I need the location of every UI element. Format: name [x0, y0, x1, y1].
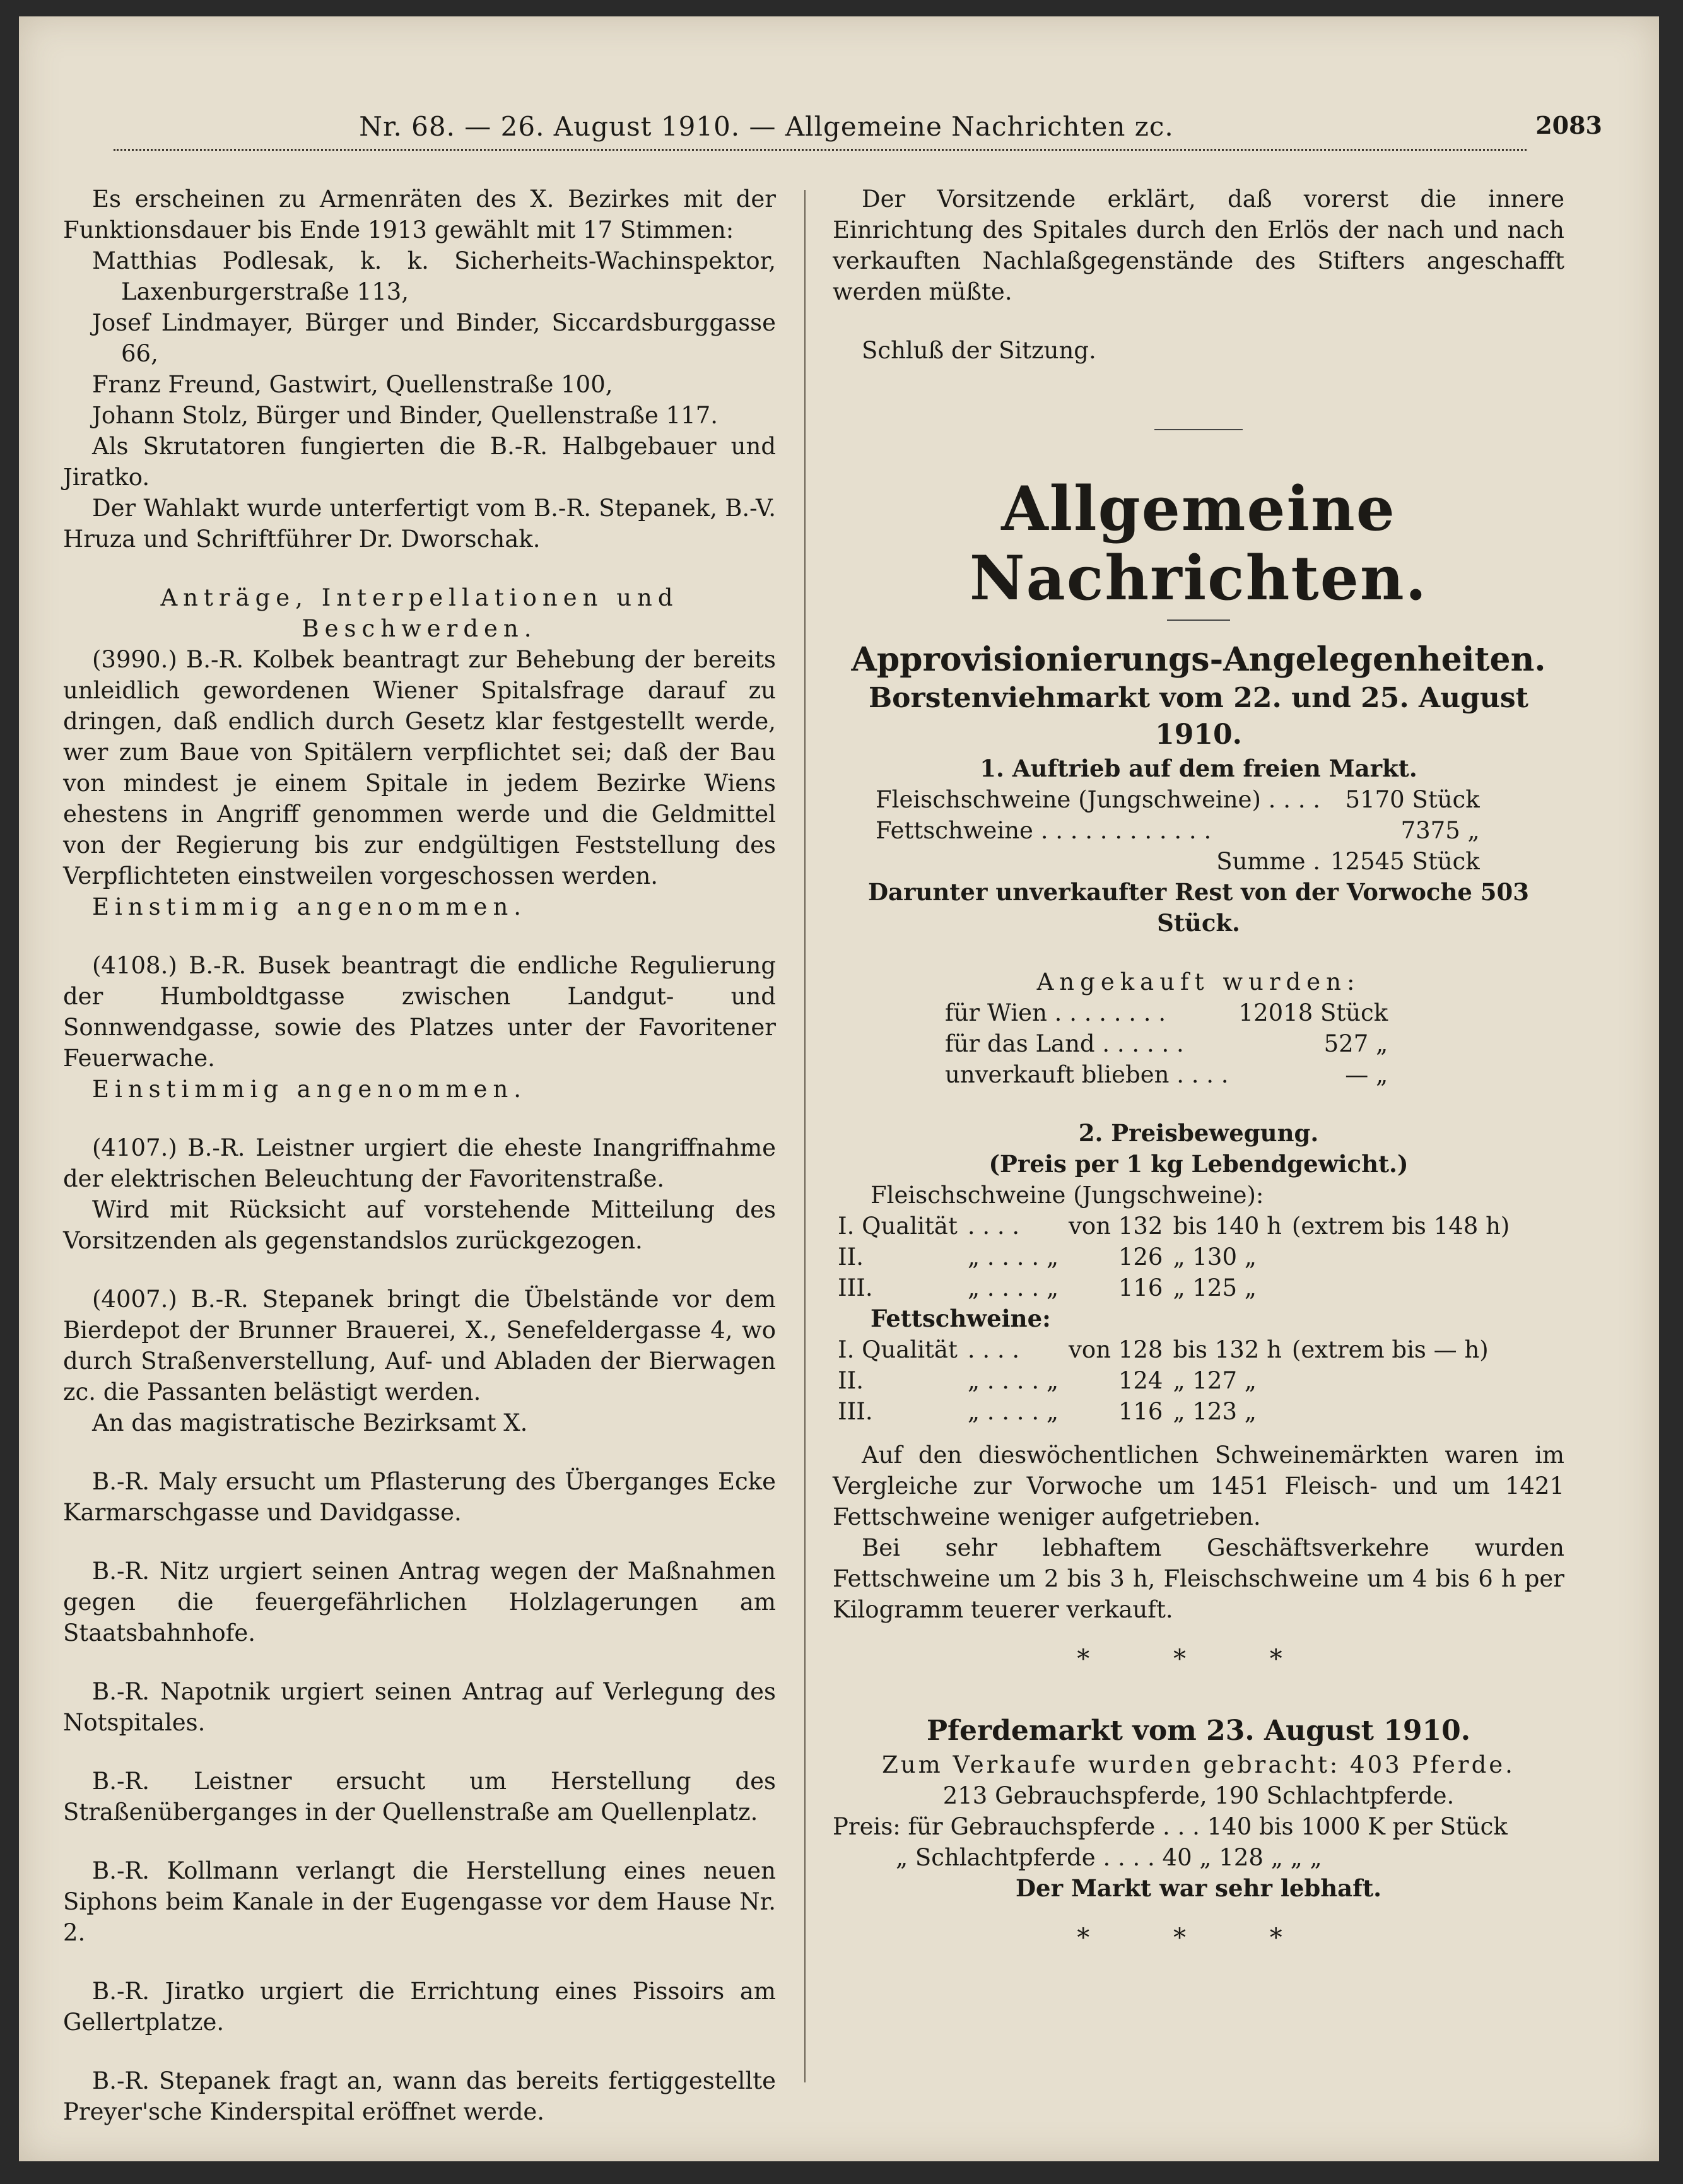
von-cell: 116	[1118, 1398, 1163, 1425]
bis-cell: „ 123 „	[1173, 1398, 1257, 1425]
quality-cell: III.	[838, 1398, 873, 1425]
header-rule	[114, 149, 1527, 151]
bis-cell: „ 125 „	[1173, 1274, 1257, 1301]
dots-cell: „ . . . . „	[967, 1367, 1059, 1394]
paragraph-skrutatoren: Als Skrutatoren fungierten die B.-R. Halbgebauer und Jiratko.	[63, 433, 776, 491]
left-column	[63, 184, 776, 2127]
title-rule	[1167, 619, 1230, 621]
item-text: B.-R. Nitz urgiert seinen Antrag wegen der Maßnahmen gegen die feuergefährlichen Holzlagerungen am Staatsbahnhofe.	[63, 1558, 776, 1647]
extrem-cell	[1287, 1396, 1494, 1427]
fett-label: Fettschweine:	[871, 1305, 1051, 1332]
column-divider	[804, 190, 806, 2082]
quality-cell: I. Qualität	[838, 1336, 958, 1363]
table-row	[833, 1242, 1515, 1272]
main-title: Allgemeine Nachrichten.	[969, 473, 1428, 614]
auftrieb-label: Summe .	[1216, 848, 1321, 875]
auftrieb-label: Fettschweine . . . . . . . . . . . .	[876, 817, 1212, 844]
item-text: B.-R. Jiratko urgiert die Errichtung eines Pissoirs am Gellertplatze.	[63, 1978, 776, 2036]
von-cell: 116	[1118, 1274, 1163, 1301]
dots-cell: . . . .	[967, 1336, 1020, 1363]
angekauft-label: für das Land . . . . . .	[945, 1030, 1184, 1057]
dots-cell: . . . .	[967, 1212, 1020, 1240]
von-cell: 126	[1118, 1243, 1163, 1271]
name-entry: Matthias Podlesak, k. k. Sicherheits-Wachinspektor, Laxenburgerstraße 113,	[92, 247, 776, 305]
angekauft-label: für Wien . . . . . . . .	[945, 999, 1166, 1026]
bis-cell: bis 132 h	[1173, 1336, 1282, 1363]
item-text: (4107.) B.-R. Leistner urgiert die eheste Inangriffnahme der elektrischen Beleuchtung der Favoritenstraße.	[63, 1134, 776, 1192]
item-text: B.-R. Stepanek fragt an, wann das bereits fertiggestellte Preyer'sche Kinderspital eröffnet werde.	[63, 2067, 776, 2125]
separator-stars: * * *	[1077, 1645, 1320, 1674]
quality-cell: III.	[838, 1274, 873, 1301]
auftrieb-label: Fleischschweine (Jungschweine) . . . .	[876, 786, 1321, 813]
angekauft-value: — „	[1345, 1061, 1388, 1088]
item-text: B.-R. Maly ersucht um Pflasterung des Überganges Ecke Karmarschgasse und Davidgasse.	[63, 1468, 776, 1526]
item-text: (3990.) B.-R. Kolbek beantragt zur Behebung der bereits unleidlich gewordenen Wiener Spitalsfrage darauf zu dringen, daß endlich durch Gesetz klar festgestellt werde, wer zum Baue von Spitälern verpflichtet sei; daß der Bau von mindest je einem Spitale in jedem Bezirke Wiens ehestens in Angriff genommen werde und die Geldmittel von der Regierung bis zur endgültigen Feststellung des Verpflichteten einstweilen vorgeschossen werden.	[63, 646, 776, 889]
item-note: An das magistratische Bezirksamt X.	[92, 1409, 528, 1436]
item-note: Einstimmig angenommen.	[92, 1076, 527, 1103]
paragraph-wahlakt: Der Wahlakt wurde unterfertigt vom B.-R. Stepanek, B.-V. Hruza und Schriftführer Dr. Dworschak.	[63, 495, 776, 553]
item-text: B.-R. Leistner ersucht um Herstellung des Straßenüberganges in der Quellenstraße am Quellenplatz.	[63, 1768, 776, 1826]
fett-price-table	[833, 1334, 1494, 1427]
page-number: 2083	[1535, 111, 1602, 139]
antraege-heading: Anträge, Interpellationen und Beschwerden.	[160, 584, 679, 642]
angekauft-title: Angekauft wurden:	[1036, 968, 1361, 995]
angekauft-value: 12018 Stück	[1238, 999, 1388, 1026]
auftrieb-value: 5170 Stück	[1345, 786, 1480, 813]
item-note: Wird mit Rücksicht auf vorstehende Mitteilung des Vorsitzenden als gegenstandslos zurückgezogen.	[63, 1196, 776, 1254]
auftrieb-value: 7375 „	[1400, 817, 1480, 844]
dots-cell: „ . . . . „	[967, 1243, 1059, 1271]
section-rule	[1154, 429, 1243, 430]
name-entry: Franz Freund, Gastwirt, Quellenstraße 100,	[92, 371, 613, 398]
table-row	[833, 1365, 1494, 1396]
fleisch-label: Fleischschweine (Jungschweine):	[871, 1182, 1264, 1209]
bis-cell: „ 127 „	[1173, 1367, 1257, 1394]
extrem-cell: (extrem bis — h)	[1291, 1336, 1489, 1363]
dots-cell: „ . . . . „	[967, 1398, 1059, 1425]
name-entry: Johann Stolz, Bürger und Binder, Quellenstraße 117.	[92, 402, 718, 429]
verkauf-breakdown: 213 Gebrauchspferde, 190 Schlachtpferde.	[942, 1782, 1455, 1809]
angekauft-value: 527 „	[1323, 1030, 1388, 1057]
market1-title: Borstenviehmarkt vom 22. und 25. August 1910.	[868, 682, 1528, 751]
preis-row: Preis: für Gebrauchspferde . . . 140 bis 1000 K per Stück	[833, 1813, 1508, 1840]
name-entry: Josef Lindmayer, Bürger und Binder, Siccardsburggasse 66,	[92, 309, 776, 367]
running-head: Nr. 68. — 26. August 1910. — Allgemeine Nachrichten zc.	[359, 111, 1174, 142]
auftrieb-value: 12545 Stück	[1330, 848, 1480, 875]
bis-cell: „ 130 „	[1173, 1243, 1257, 1271]
dots-cell: „ . . . . „	[967, 1274, 1059, 1301]
table-row	[833, 1272, 1515, 1303]
paragraph-geschaeftsverkehr: Bei sehr lebhaftem Geschäftsverkehre wurden Fettschweine um 2 bis 3 h, Fleischschweine um 4 bis 6 h per Kilogramm teuerer verkauft.	[833, 1534, 1564, 1623]
extrem-cell	[1287, 1242, 1515, 1272]
paragraph-schluss: Schluß der Sitzung.	[862, 337, 1096, 364]
fleisch-price-table	[833, 1211, 1515, 1303]
market2-title: Pferdemarkt vom 23. August 1910.	[926, 1715, 1471, 1747]
verkauf-line: Zum Verkaufe wurden gebracht: 403 Pferde.	[882, 1751, 1515, 1778]
right-column	[833, 184, 1564, 1973]
auftrieb-title: 1. Auftrieb auf dem freien Markt.	[980, 754, 1417, 782]
extrem-cell	[1287, 1272, 1515, 1303]
newspaper-page	[19, 16, 1659, 2161]
preis-row: „ Schlachtpferde . . . . 40 „ 128 „ „ „	[896, 1844, 1322, 1871]
markt-note: Der Markt war sehr lebhaft.	[1015, 1874, 1382, 1902]
paragraph-vorsitzende: Der Vorsitzende erklärt, daß vorerst die innere Einrichtung des Spitales durch den Erlös der nach und nach verkauften Nachlaßgegenstände des Stifters angeschafft werden müßte.	[833, 185, 1564, 305]
item-text: B.-R. Kollmann verlangt die Herstellung eines neuen Siphons beim Kanale in der Eugengasse vor dem Hause Nr. 2.	[63, 1857, 776, 1946]
von-cell: von 132	[1069, 1212, 1163, 1240]
auftrieb-table	[871, 784, 1485, 877]
table-row	[833, 1396, 1494, 1427]
table-row	[833, 1211, 1515, 1242]
quality-cell: II.	[838, 1243, 864, 1271]
bis-cell: bis 140 h	[1173, 1212, 1282, 1240]
extrem-cell: (extrem bis 148 h)	[1291, 1212, 1510, 1240]
quality-cell: I. Qualität	[838, 1212, 958, 1240]
table-row	[940, 1028, 1393, 1059]
preis-title: 2. Preisbewegung.	[1078, 1119, 1319, 1147]
item-text: (4108.) B.-R. Busek beantragt die endliche Regulierung der Humboldtgasse zwischen Landgut- und Sonnwendgasse, sowie des Platzes unter der Favoritener Feuerwache.	[63, 952, 776, 1072]
item-note: Einstimmig angenommen.	[92, 893, 527, 920]
page-header	[95, 111, 1602, 155]
table-row	[940, 997, 1393, 1028]
von-cell: 124	[1118, 1367, 1163, 1394]
von-cell: von 128	[1069, 1336, 1163, 1363]
table-row	[871, 815, 1485, 846]
angekauft-label: unverkauft blieben . . . .	[945, 1061, 1229, 1088]
rest-note: Darunter unverkaufter Rest von der Vorwoche 503 Stück.	[867, 878, 1530, 937]
table-row	[833, 1334, 1494, 1365]
extrem-cell	[1287, 1365, 1494, 1396]
angekauft-table	[940, 997, 1393, 1090]
item-text: B.-R. Napotnik urgiert seinen Antrag auf Verlegung des Notspitales.	[63, 1678, 776, 1736]
preis-subtitle: (Preis per 1 kg Lebendgewicht.)	[988, 1150, 1409, 1178]
paragraph-armenraete: Es erscheinen zu Armenräten des X. Bezirkes mit der Funktionsdauer bis Ende 1913 gewählt mit 17 Stimmen:	[63, 185, 776, 244]
table-row	[871, 784, 1485, 815]
separator-stars: * * *	[1077, 1923, 1320, 1952]
paragraph-auftrieb-vergleich: Auf den dieswöchentlichen Schweinemärkten waren im Vergleiche zur Vorwoche um 1451 Fleisch- und um 1421 Fettschweine weniger aufgetrieben.	[833, 1441, 1564, 1530]
item-text: (4007.) B.-R. Stepanek bringt die Übelstände vor dem Bierdepot der Brunner Brauerei, X., Senefeldergasse 4, wo durch Straßenverstellung, Auf- und Abladen der Bierwagen zc. die Passanten belästigt werden.	[63, 1286, 776, 1406]
table-row	[940, 1059, 1393, 1090]
quality-cell: II.	[838, 1367, 864, 1394]
table-row	[871, 846, 1485, 877]
section-title: Approvisionierungs-Angelegenheiten.	[851, 640, 1546, 679]
